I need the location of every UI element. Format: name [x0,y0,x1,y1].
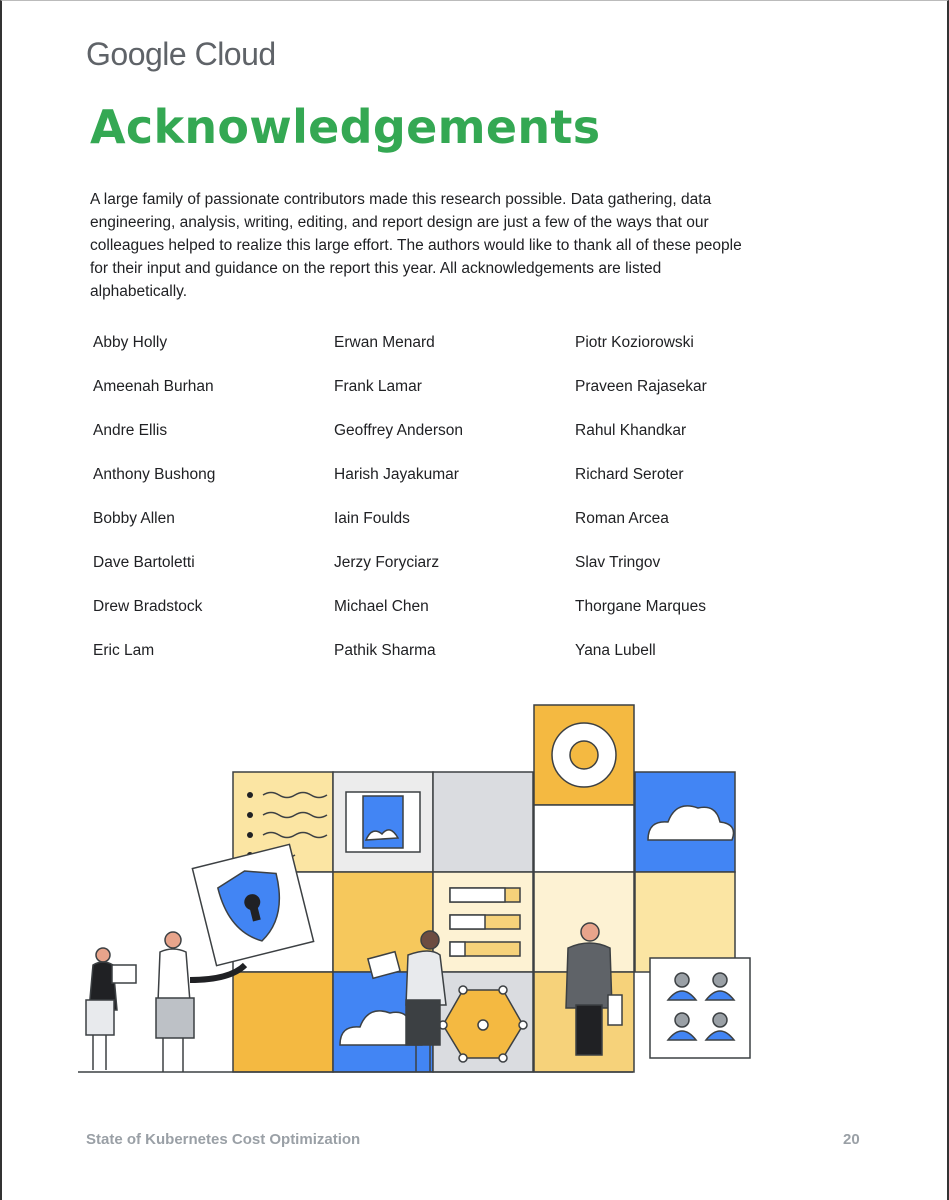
white-tile [534,805,634,872]
name-item: Dave Bartoletti [93,554,195,571]
gear-icon [552,723,616,787]
name-item: Piotr Koziorowski [575,334,694,351]
name-item: Andre Ellis [93,422,168,439]
name-item: Rahul Khandkar [575,422,687,439]
window-icon [346,792,420,852]
name-item: Slav Tringov [575,554,661,571]
people-card [650,958,750,1058]
name-item: Geoffrey Anderson [334,422,463,439]
page-number: 20 [843,1131,860,1148]
name-item: Drew Bradstock [93,598,203,615]
name-item: Michael Chen [334,598,429,615]
name-item: Abby Holly [93,334,168,351]
name-item: Richard Seroter [575,466,684,483]
name-item: Pathik Sharma [334,642,436,659]
page-title: Acknowledgements [90,100,601,154]
person-figure [86,948,136,1070]
name-item: Jerzy Foryciarz [334,554,440,571]
google-cloud-logo: Google Cloud [86,36,276,72]
team-collaboration-illustration [78,700,758,1080]
grey-tile [433,772,533,872]
name-item: Roman Arcea [575,510,669,527]
name-item: Frank Lamar [334,378,422,395]
acknowledgement-names [93,332,813,684]
name-item: Iain Foulds [334,510,410,527]
name-item: Praveen Rajasekar [575,378,707,395]
name-item: Thorgane Marques [575,598,706,615]
intro-paragraph: A large family of passionate contributors made this research possible. Data gathering, data engineering, analysis, writing, editing, and report design are just a few of the ways that our colleagues helped to realize this large effort. The authors would like to thank all of these people for their input and guidance on the report this year. All acknowledgements are listed alphabetically. [90,191,742,300]
name-item: Ameenah Burhan [93,378,214,395]
footer-report-title: State of Kubernetes Cost Optimization [86,1131,361,1148]
name-item: Yana Lubell [575,642,656,659]
progress-bars-icon [450,888,520,956]
name-item: Erwan Menard [334,334,435,351]
name-item: Bobby Allen [93,510,175,527]
name-item: Anthony Bushong [93,466,216,483]
name-item: Harish Jayakumar [334,466,459,483]
name-item: Eric Lam [93,642,155,659]
